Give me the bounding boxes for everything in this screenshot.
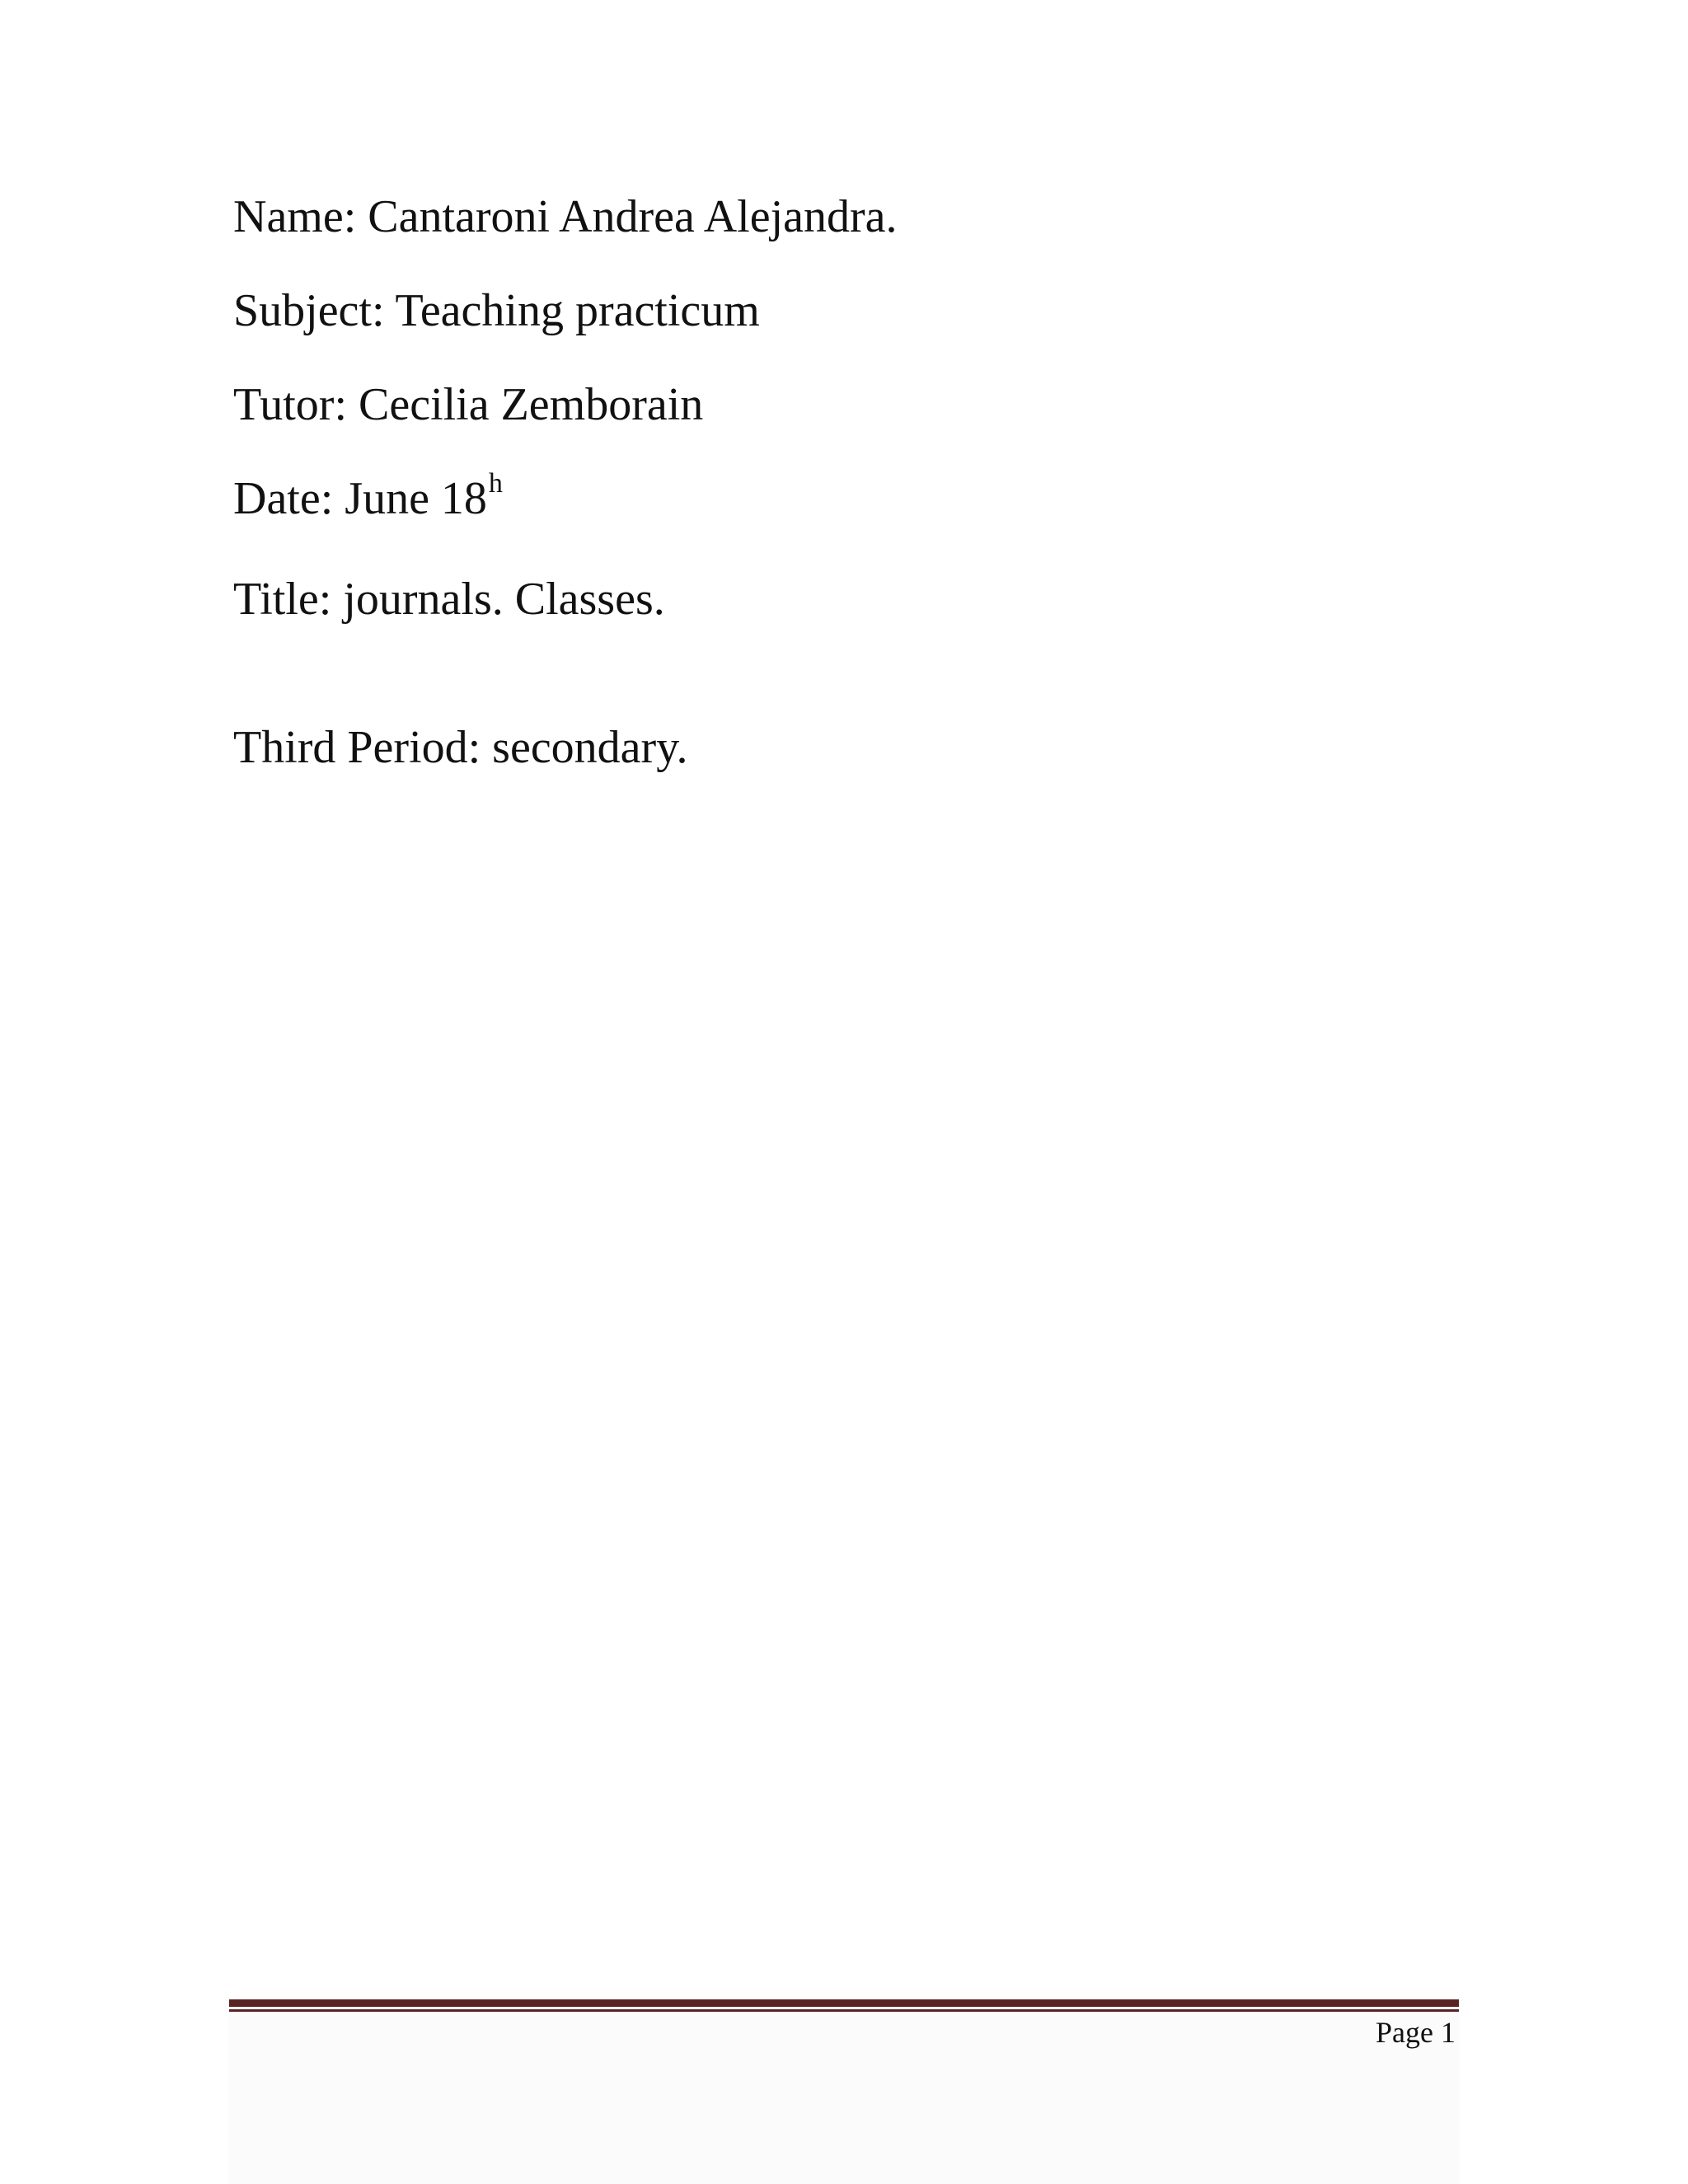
document-body xyxy=(233,188,1470,813)
name-line: Name: Cantaroni Andrea Alejandra. xyxy=(233,191,898,242)
subject-line: Subject: Teaching practicum xyxy=(233,285,760,336)
title-line: Title: journals. Classes. xyxy=(233,574,665,625)
footer-rule-thick xyxy=(229,1999,1459,2007)
tutor-line: Tutor: Cecilia Zemborain xyxy=(233,379,704,430)
footer-rule xyxy=(229,1999,1459,2012)
date-superscript: h xyxy=(488,468,503,499)
footer-area xyxy=(229,2004,1459,2184)
date-text: Date: June 18 xyxy=(233,473,487,524)
date-line xyxy=(233,470,1470,534)
footer-rule-thin xyxy=(229,2009,1459,2012)
period-line: Third Period: secondary. xyxy=(233,722,688,773)
page-number: Page 1 xyxy=(1376,2016,1456,2049)
